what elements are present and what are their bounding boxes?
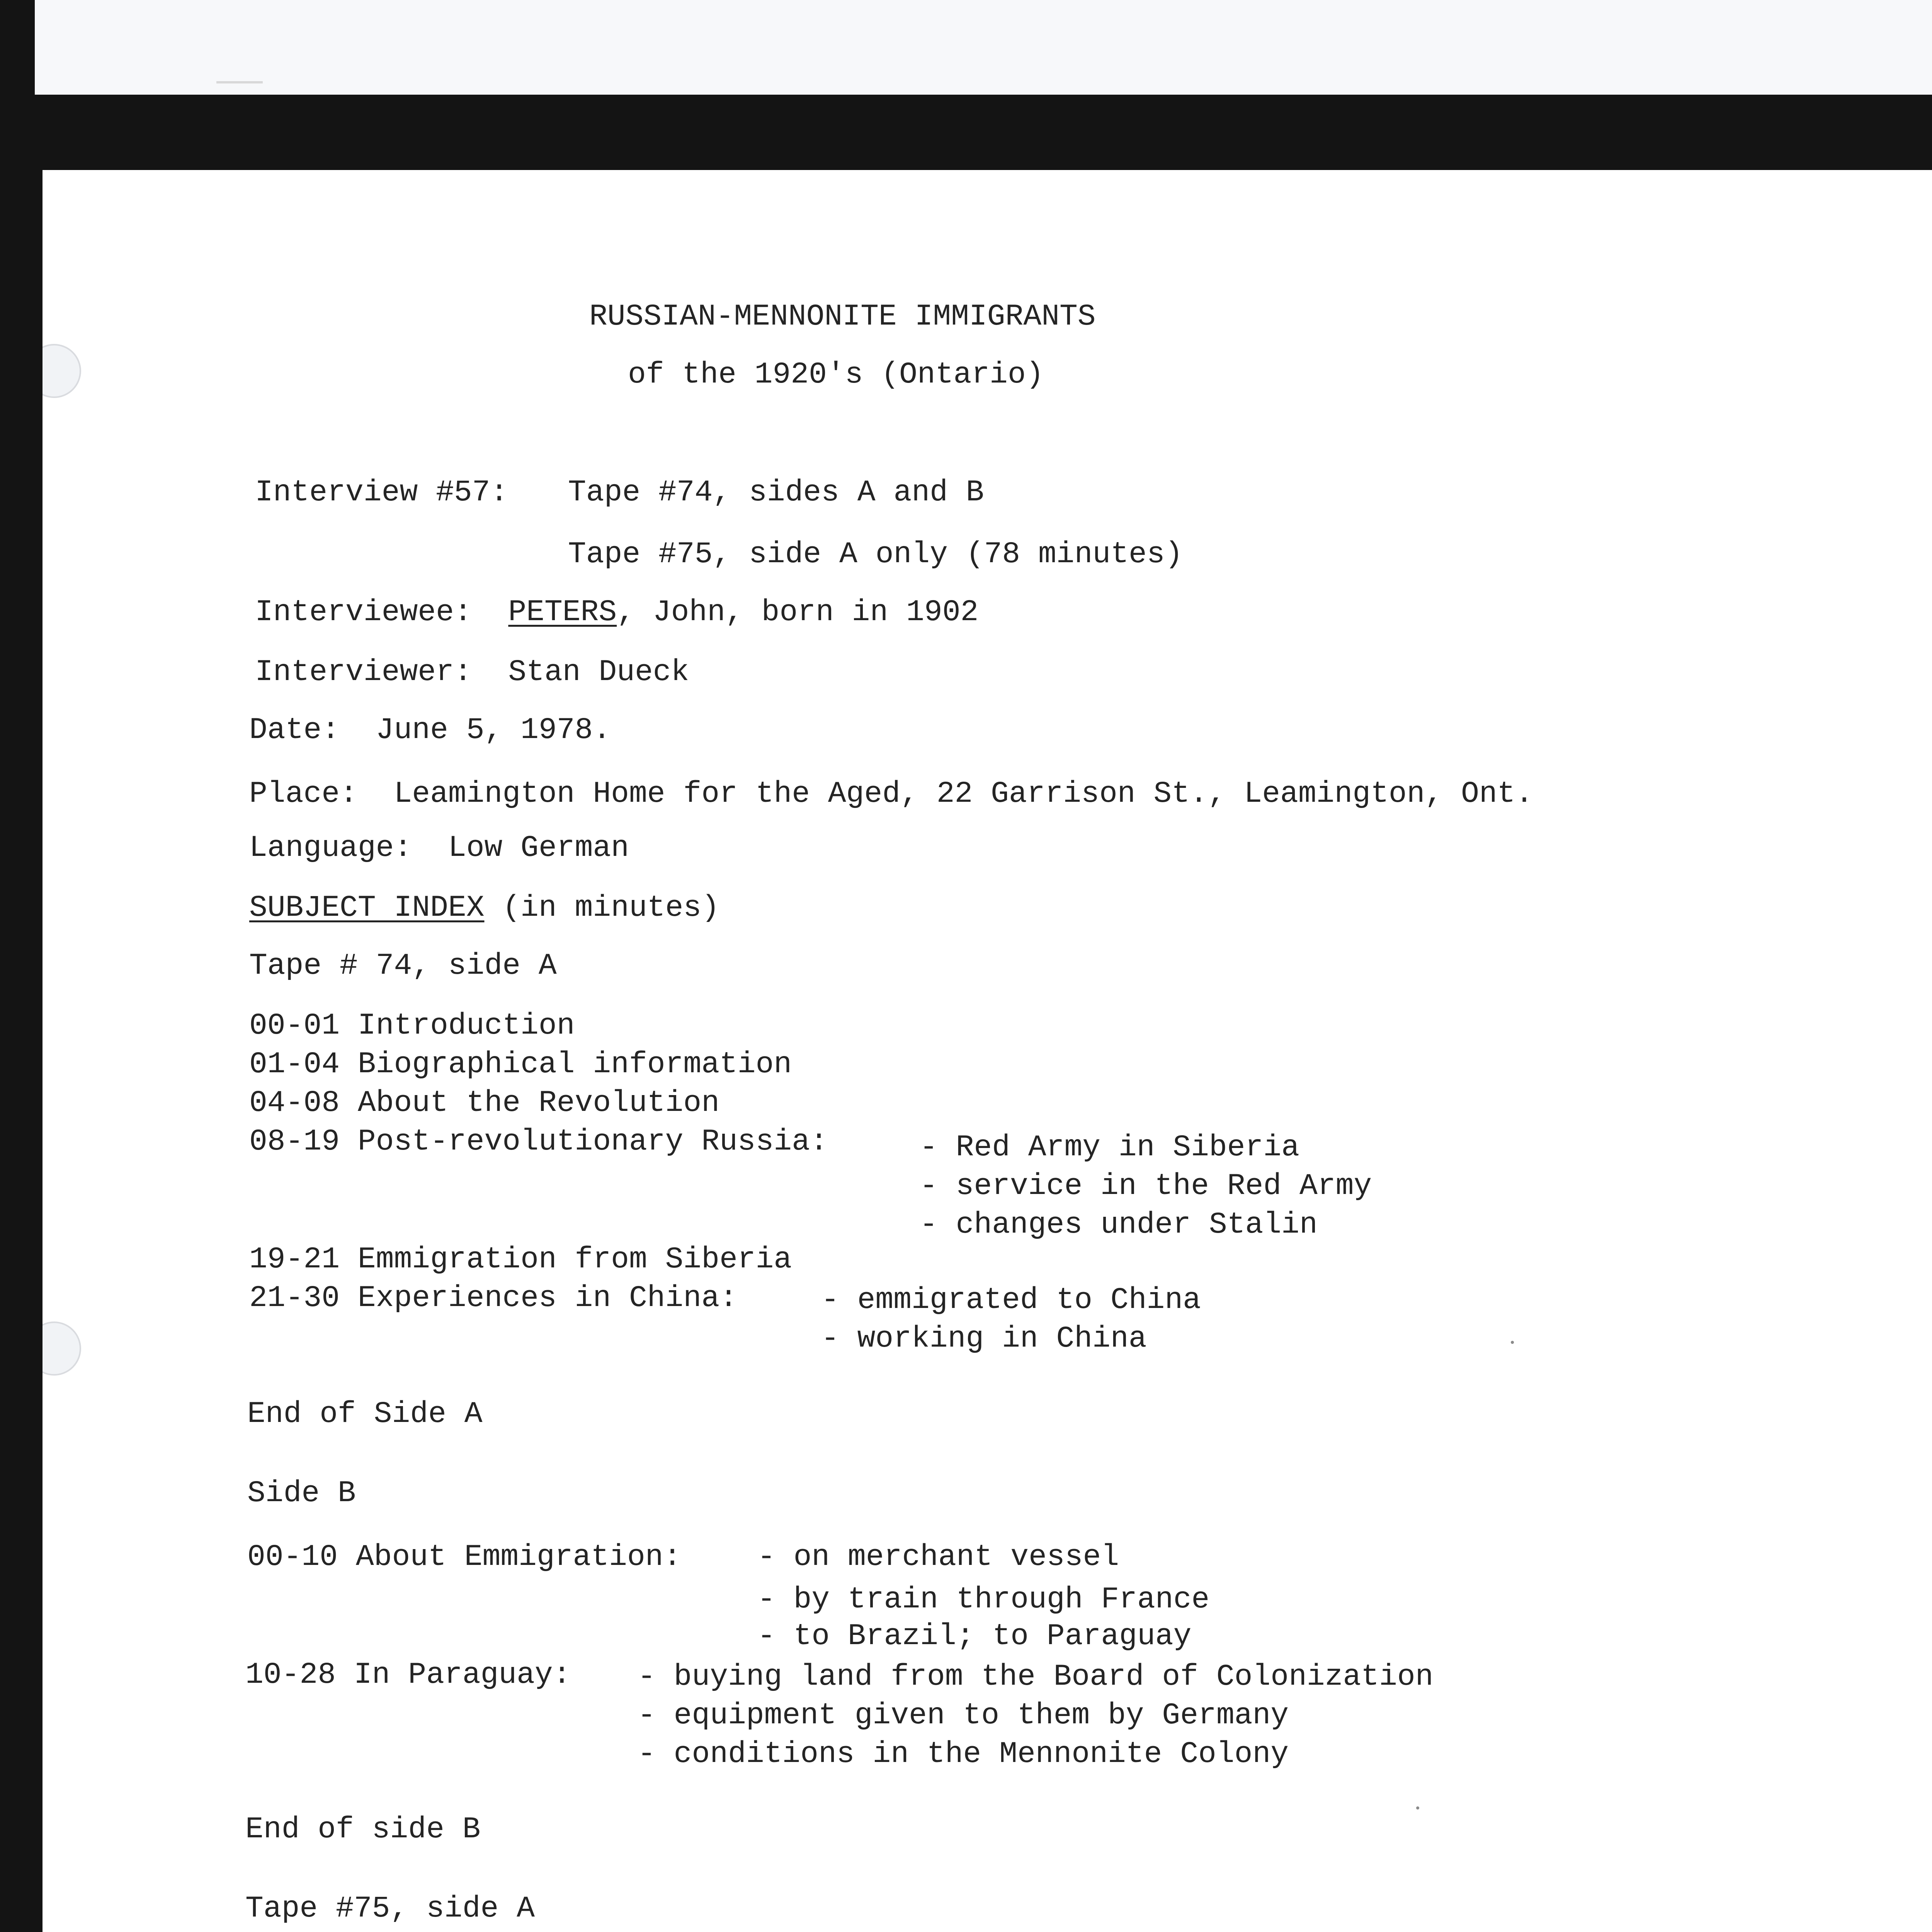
list-item: 10-28 In Paraguay: [245,1658,571,1692]
interviewer-value: Stan Dueck [508,655,689,689]
list-subitem: - to Brazil; to Paraguay [757,1619,1192,1653]
place-label: Place: [249,777,358,811]
tape75a-heading: Tape #75, side A [245,1892,535,1926]
list-item: 04-08 About the Revolution [249,1086,719,1120]
interview-label: Interview #57: [255,476,509,510]
background-page-edge [35,0,1932,95]
list-item: 08-19 Post-revolutionary Russia: [249,1125,828,1159]
tape-line-2: Tape #75, side A only (78 minutes) [568,537,1183,571]
place-value: Leamington Home for the Aged, 22 Garrison St., Leamington, Ont. [394,777,1534,811]
interviewer-line [255,653,689,692]
language-label: Language: [249,831,412,865]
list-subitem: - conditions in the Mennonite Colony [638,1737,1289,1771]
interviewee-details: , John, born in 1902 [617,595,979,629]
list-subitem: - emmigrated to China [821,1283,1201,1317]
place-line [249,775,1533,813]
date-label: Date: [249,713,340,747]
punch-hole-middle [27,1321,81,1376]
punch-hole-top [27,344,81,398]
subject-index-heading: SUBJECT INDEX [249,891,485,925]
interviewee-line [255,593,978,632]
tape74a-heading: Tape # 74, side A [249,949,557,983]
list-item: 21-30 Experiences in China: [249,1281,738,1315]
list-subitem: - service in the Red Army [920,1169,1372,1203]
list-subitem: - working in China [821,1322,1147,1356]
list-subitem: - by train through France [757,1583,1210,1617]
date-value: June 5, 1978. [376,713,611,747]
list-subitem: - Red Army in Siberia [920,1131,1299,1165]
paper-speck [1511,1341,1514,1344]
list-item: 19-21 Emmigration from Siberia [249,1243,792,1277]
end-of-side-b: End of side B [245,1813,481,1847]
subject-index-heading-line [249,889,719,927]
language-line [249,829,629,867]
scan-mark [216,81,263,83]
list-subitem: - on merchant vessel [757,1540,1119,1574]
paper-speck [1416,1806,1419,1810]
date-line [249,711,611,750]
list-subitem: - changes under Stalin [920,1208,1318,1242]
tape74b-heading: Side B [247,1476,356,1510]
end-of-side-a: End of Side A [247,1397,483,1431]
interviewee-label: Interviewee: [255,595,472,629]
list-item: 00-10 About Emmigration: [247,1540,682,1574]
list-subitem: - buying land from the Board of Colonization [638,1660,1434,1694]
title-line-1: RUSSIAN-MENNONITE IMMIGRANTS [589,300,1096,334]
subject-index-suffix: (in minutes) [484,891,719,925]
language-value: Low German [448,831,629,865]
interviewer-label: Interviewer: [255,655,472,689]
list-subitem: - equipment given to them by Germany [638,1699,1289,1733]
title-line-2: of the 1920's (Ontario) [628,358,1044,392]
tape-line-1: Tape #74, sides A and B [568,476,984,510]
list-item: 01-04 Biographical information [249,1048,792,1082]
interviewee-surname: PETERS [508,595,617,629]
list-item: 00-01 Introduction [249,1009,575,1043]
